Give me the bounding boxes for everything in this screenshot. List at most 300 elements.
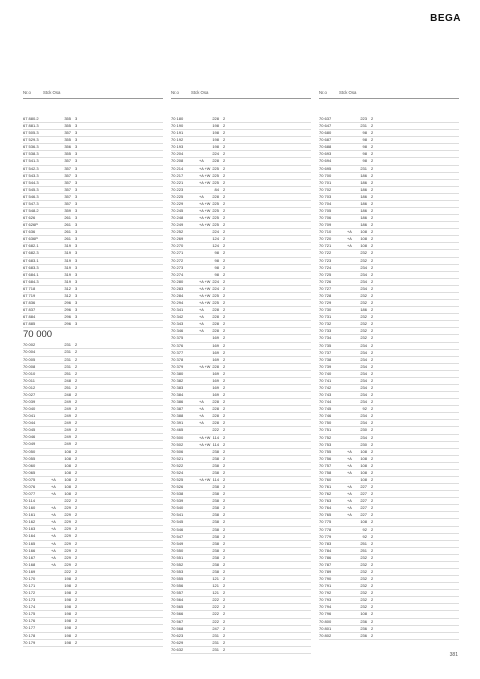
row-val: 234 (360, 363, 367, 369)
row-qty: 2 (371, 427, 374, 433)
row-qty: 3 (75, 307, 78, 313)
row-nr: 70 524 (171, 469, 184, 475)
row-val: 296 (64, 307, 71, 313)
row-val: 198 (64, 597, 71, 603)
index-row (319, 328, 459, 335)
index-row (171, 611, 311, 618)
row-nr: 70 274 (171, 271, 184, 277)
row-sym: +A (51, 527, 56, 532)
row-qty: 2 (75, 632, 78, 638)
row-nr: 70 632 (171, 646, 184, 652)
row-val: 225 (212, 300, 219, 306)
row-nr: 67 536.3 (23, 144, 39, 150)
index-row (23, 116, 163, 123)
row-nr: 70 742 (319, 384, 332, 390)
index-row (23, 541, 163, 548)
row-nr: 67 636P (23, 236, 38, 242)
index-row (319, 562, 459, 569)
row-nr: 70 735 (319, 342, 332, 348)
index-row (319, 243, 459, 250)
row-qty: 2 (223, 137, 226, 143)
row-nr: 70 538 (171, 491, 184, 497)
row-val: 236 (360, 625, 367, 631)
row-val: 232 (360, 300, 367, 306)
row-qty: 2 (371, 484, 374, 490)
row-val: 234 (360, 420, 367, 426)
row-qty: 2 (223, 569, 226, 574)
index-row (171, 470, 311, 477)
row-nr: 70 720 (319, 236, 332, 242)
row-qty: 2 (371, 505, 374, 511)
row-val: 238 (212, 462, 219, 468)
row-val: 228 (212, 399, 219, 405)
index-row (171, 279, 311, 286)
row-nr: 70 065 (23, 469, 36, 475)
row-sym: +A (347, 237, 352, 242)
row-nr: 70 391 (171, 420, 184, 426)
index-row (171, 173, 311, 180)
row-val: 98 (214, 271, 219, 277)
row-val: 234 (360, 356, 367, 362)
row-qty: 3 (75, 123, 78, 129)
row-qty: 2 (75, 625, 78, 631)
row-val: 108 (360, 519, 367, 525)
row-val: 222 (212, 597, 219, 603)
row-qty: 2 (371, 597, 374, 603)
row-qty: 2 (75, 505, 78, 511)
index-row (171, 420, 311, 427)
row-val: 186 (360, 208, 367, 214)
row-nr: 70 709 (319, 222, 332, 228)
row-nr: 70 500 (171, 434, 184, 440)
index-row (319, 470, 459, 477)
index-row (23, 498, 163, 505)
index-row (171, 569, 311, 576)
row-val: 224 (212, 151, 219, 157)
row-val: 229 (64, 554, 71, 560)
row-val: 251 (360, 540, 367, 546)
row-qty: 2 (371, 278, 374, 284)
row-val: 238 (212, 547, 219, 553)
row-nr: 70 161 (23, 512, 36, 518)
row-nr: 70 545 (171, 519, 184, 525)
row-nr: 70 728 (319, 292, 332, 298)
row-qty: 2 (223, 243, 226, 249)
row-nr: 70 541 (171, 512, 184, 518)
row-nr: 70 741 (319, 377, 332, 383)
row-nr: 70 557 (171, 590, 184, 596)
index-row (319, 442, 459, 449)
row-qty: 2 (75, 356, 78, 362)
index-row (319, 385, 459, 392)
row-val: 124 (212, 236, 219, 242)
row-nr: 70 629 (171, 639, 184, 645)
index-row (319, 576, 459, 583)
row-val: 261 (64, 236, 71, 242)
row-qty: 3 (75, 200, 78, 206)
row-val: 108 (360, 469, 367, 475)
row-sym: +A (347, 449, 352, 454)
index-row (23, 413, 163, 420)
row-sym: +A (199, 322, 204, 327)
row-nr: 70 280 (171, 278, 184, 284)
row-qty: 2 (371, 512, 374, 518)
index-row (171, 498, 311, 505)
row-nr: 67 538.3 (23, 151, 39, 157)
row-nr: 67 626 (23, 215, 36, 221)
row-nr: 70 384 (171, 392, 184, 398)
index-row (171, 243, 311, 250)
row-nr: 70 794 (319, 604, 332, 610)
row-val: 231 (64, 349, 71, 355)
row-qty: 3 (75, 179, 78, 185)
row-sym: +A (51, 548, 56, 553)
row-qty: 2 (223, 328, 226, 334)
index-row (319, 321, 459, 328)
row-qty: 2 (75, 469, 78, 475)
row-qty: 2 (75, 462, 78, 468)
row-qty: 2 (223, 420, 226, 426)
row-nr: 70 002 (23, 342, 36, 348)
row-nr: 70 011 (23, 377, 35, 383)
row-val: 227 (360, 512, 367, 518)
row-nr: 70 163 (23, 526, 36, 532)
row-qty: 2 (223, 377, 226, 383)
row-val: 232 (360, 561, 367, 567)
row-val: 357 (64, 186, 71, 192)
row-sym: +A (51, 491, 56, 496)
row-qty: 2 (371, 413, 374, 419)
row-val: 234 (360, 377, 367, 383)
index-row (23, 548, 163, 555)
index-row (319, 229, 459, 236)
row-val: 231 (360, 123, 367, 129)
row-val: 108 (64, 476, 71, 482)
header-stock: Stck Osa (339, 90, 357, 95)
index-row (171, 293, 311, 300)
row-nr: 70 342 (171, 314, 184, 320)
row-nr: 70 045 (23, 427, 36, 433)
index-row (23, 314, 163, 321)
index-row (23, 265, 163, 272)
index-row (319, 512, 459, 519)
row-nr: 70 800 (319, 618, 332, 624)
index-row (319, 144, 459, 151)
index-row (171, 456, 311, 463)
index-row (319, 187, 459, 194)
index-row (171, 527, 311, 534)
row-qty: 2 (223, 179, 226, 185)
row-val: 238 (212, 540, 219, 546)
row-val: 169 (212, 370, 219, 376)
index-row (23, 434, 163, 441)
row-nr: 70 710 (319, 229, 332, 235)
index-rows (171, 116, 311, 654)
row-val: 238 (212, 505, 219, 511)
row-nr: 70 221 (171, 179, 184, 185)
index-row (23, 321, 163, 328)
row-qty: 2 (223, 505, 226, 511)
row-val: 114 (212, 441, 219, 447)
index-row (23, 307, 163, 314)
row-val: 198 (64, 618, 71, 624)
row-val: 261 (64, 215, 71, 221)
row-val: 114 (212, 476, 219, 482)
row-qty: 2 (371, 377, 374, 383)
index-row (23, 279, 163, 286)
row-qty: 2 (223, 406, 226, 412)
row-val: 355 (64, 151, 71, 157)
index-row (23, 130, 163, 137)
row-qty: 2 (223, 285, 226, 291)
row-qty: 3 (75, 172, 78, 178)
row-nr: 70 168 (23, 561, 36, 567)
row-nr: 70 753 (319, 441, 332, 447)
row-nr: 67 682.3 (23, 250, 39, 256)
index-row (23, 357, 163, 364)
row-nr: 70 778 (319, 526, 332, 532)
row-qty: 2 (75, 441, 78, 447)
row-val: 108 (360, 229, 367, 235)
index-row (319, 597, 459, 604)
row-val: 231 (212, 646, 219, 652)
row-qty: 2 (223, 476, 226, 482)
row-qty: 2 (371, 200, 374, 206)
row-qty: 2 (371, 420, 374, 426)
row-val: 231 (64, 363, 71, 369)
row-val: 234 (360, 349, 367, 355)
row-qty: 2 (223, 186, 226, 192)
row-qty: 2 (371, 561, 374, 567)
row-qty: 2 (371, 356, 374, 362)
row-val: 234 (360, 434, 367, 440)
row-qty: 2 (223, 300, 226, 306)
row-nr: 70 273 (171, 264, 184, 270)
row-qty: 2 (75, 575, 78, 581)
row-sym: +A (347, 456, 352, 461)
row-val: 186 (360, 222, 367, 228)
row-qty: 2 (75, 611, 78, 617)
row-nr: 70 552 (171, 561, 184, 567)
row-val: 224 (212, 285, 219, 291)
row-nr: 70 229 (171, 200, 184, 206)
row-qty: 2 (75, 533, 78, 539)
index-row (319, 413, 459, 420)
row-qty: 2 (371, 271, 374, 277)
row-nr: 70 046 (23, 434, 36, 440)
row-nr: 70 793 (319, 597, 332, 603)
index-row (171, 371, 311, 378)
row-val: 228 (212, 193, 219, 199)
row-nr: 67 684.3 (23, 278, 39, 284)
row-qty: 2 (371, 243, 374, 249)
row-val: 98 (214, 257, 219, 263)
row-nr: 70 637 (319, 116, 332, 121)
row-qty: 2 (223, 618, 226, 624)
row-qty: 2 (371, 370, 374, 376)
row-nr: 70 005 (23, 356, 36, 362)
index-row (23, 618, 163, 625)
row-val: 222 (212, 604, 219, 610)
index-rows-section (23, 342, 163, 646)
row-val: 98 (214, 250, 219, 256)
index-row (171, 350, 311, 357)
row-nr: 70 377 (171, 349, 184, 355)
index-row (23, 385, 163, 392)
row-nr: 70 192 (171, 137, 184, 143)
index-row (171, 151, 311, 158)
row-val: 225 (212, 208, 219, 214)
row-nr: 70 383 (171, 384, 184, 390)
row-val: 319 (64, 271, 71, 277)
index-row (23, 349, 163, 356)
row-nr: 70 730 (319, 307, 332, 313)
row-nr: 70 568 (171, 625, 184, 631)
row-nr: 67 684.1 (23, 271, 39, 277)
row-val: 238 (212, 554, 219, 560)
row-qty: 2 (223, 236, 226, 242)
row-qty: 2 (75, 604, 78, 610)
row-qty: 2 (223, 172, 226, 178)
row-qty: 2 (371, 434, 374, 440)
row-nr: 70 566 (171, 611, 184, 617)
index-row (171, 144, 311, 151)
row-nr: 70 756 (319, 455, 332, 461)
row-nr: 70 164 (23, 533, 36, 539)
row-nr: 70 757 (319, 462, 332, 468)
row-qty: 3 (75, 314, 78, 320)
row-nr: 70 726 (319, 278, 332, 284)
page-number: 381 (449, 652, 458, 658)
index-row (23, 194, 163, 201)
row-nr: 70 790 (319, 576, 332, 582)
row-qty: 2 (223, 356, 226, 362)
column-header (319, 89, 459, 99)
index-row (319, 378, 459, 385)
index-row (171, 519, 311, 526)
row-nr: 70 704 (319, 200, 332, 206)
index-row (171, 180, 311, 187)
row-val: 222 (212, 611, 219, 617)
row-val: 198 (64, 604, 71, 610)
index-row (319, 399, 459, 406)
row-nr: 70 525 (171, 476, 184, 482)
row-nr: 67 885 (23, 321, 36, 327)
row-val: 228 (212, 116, 219, 121)
index-row (171, 406, 311, 413)
row-val: 238 (212, 469, 219, 475)
index-row (319, 300, 459, 307)
row-nr: 70 731 (319, 314, 332, 320)
row-val: 225 (212, 200, 219, 206)
row-nr: 70 738 (319, 356, 332, 362)
row-nr: 70 551 (171, 554, 184, 560)
index-row (171, 137, 311, 144)
row-nr: 67 547.3 (23, 200, 39, 206)
index-row (23, 144, 163, 151)
row-nr: 70 343 (171, 321, 184, 327)
row-qty: 2 (371, 576, 374, 582)
row-val: 186 (360, 307, 367, 313)
row-val: 251 (64, 384, 71, 390)
row-val: 98 (362, 151, 367, 157)
row-val: 121 (212, 583, 219, 589)
index-row (23, 569, 163, 576)
row-nr: 70 050 (23, 448, 36, 454)
index-row (23, 286, 163, 293)
row-qty: 2 (223, 484, 226, 490)
row-qty: 2 (371, 328, 374, 334)
index-row (171, 265, 311, 272)
row-val: 228 (212, 406, 219, 412)
index-row (171, 449, 311, 456)
row-qty: 2 (75, 448, 78, 454)
row-sym: +A (199, 400, 204, 405)
row-qty: 2 (223, 583, 226, 589)
row-qty: 2 (371, 137, 374, 143)
index-row (171, 343, 311, 350)
row-val: 249 (64, 420, 71, 426)
row-sym: +A +W (199, 301, 211, 306)
row-qty: 2 (371, 363, 374, 369)
row-val: 222 (212, 618, 219, 624)
index-row (23, 123, 163, 130)
index-row (319, 548, 459, 555)
row-val: 261 (64, 229, 71, 235)
row-val: 249 (64, 413, 71, 419)
row-val: 108 (64, 462, 71, 468)
index-row (171, 484, 311, 491)
row-qty: 2 (371, 384, 374, 390)
row-val: 234 (360, 413, 367, 419)
row-nr: 70 775 (319, 519, 332, 525)
row-val: 357 (64, 172, 71, 178)
index-row (171, 583, 311, 590)
header-stock: Stck Osa (191, 90, 209, 95)
row-val: 227 (360, 498, 367, 504)
index-row (23, 300, 163, 307)
row-qty: 2 (223, 151, 226, 157)
row-sym: +A (347, 470, 352, 475)
row-qty: 2 (371, 215, 374, 221)
row-qty: 2 (75, 420, 78, 426)
row-qty: 2 (223, 335, 226, 341)
row-qty: 2 (371, 179, 374, 185)
row-val: 198 (212, 144, 219, 150)
row-qty: 2 (223, 632, 226, 638)
index-row (319, 314, 459, 321)
row-val: 225 (212, 172, 219, 178)
index-row (23, 201, 163, 208)
row-qty: 3 (75, 186, 78, 192)
index-row (23, 526, 163, 533)
index-row (23, 258, 163, 265)
row-sym: +A (199, 407, 204, 412)
row-qty: 2 (223, 604, 226, 610)
row-val: 225 (212, 165, 219, 171)
row-qty: 2 (223, 222, 226, 228)
row-nr: 70 791 (319, 583, 332, 589)
row-val: 247 (212, 625, 219, 631)
row-val: 229 (64, 505, 71, 511)
row-nr: 70 729 (319, 300, 332, 306)
row-nr: 70 193 (171, 144, 184, 150)
row-qty: 2 (371, 554, 374, 560)
row-val: 248 (64, 391, 71, 397)
row-qty: 2 (371, 625, 374, 631)
row-val: 124 (212, 243, 219, 249)
index-row (171, 427, 311, 434)
